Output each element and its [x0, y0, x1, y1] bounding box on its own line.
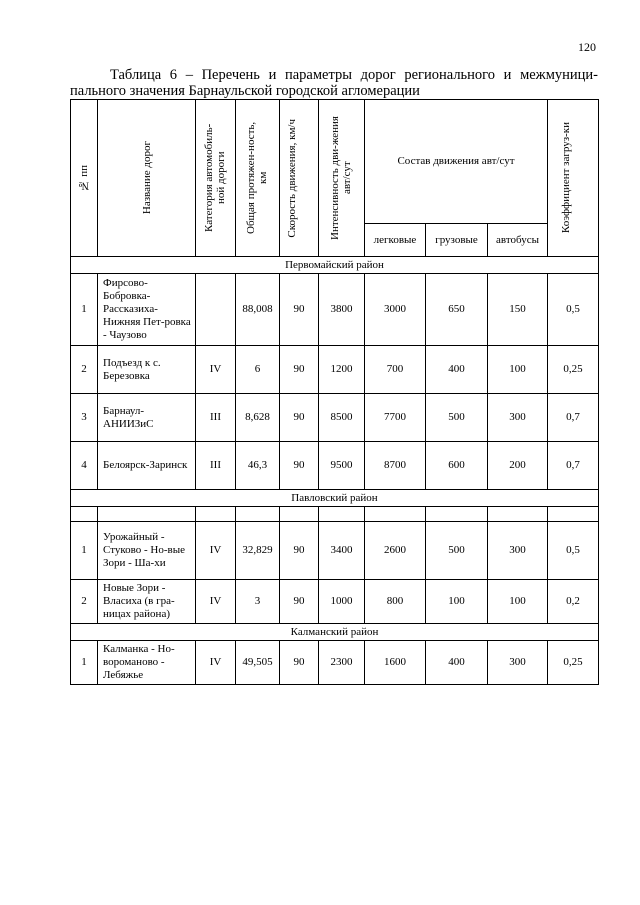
cell-length: 46,3	[236, 442, 280, 490]
cell-buses: 300	[488, 522, 548, 580]
header-buses: автобусы	[488, 224, 548, 257]
cell-length: 49,505	[236, 641, 280, 685]
cell-num: 1	[71, 274, 98, 346]
cell-speed: 90	[280, 641, 319, 685]
cell-cars: 1600	[365, 641, 426, 685]
table-row	[71, 346, 599, 394]
cell-category: IV	[196, 346, 236, 394]
cell-intensity: 9500	[319, 442, 365, 490]
table-row	[71, 274, 599, 346]
cell-category: III	[196, 394, 236, 442]
section-title: Первомайский район	[71, 257, 599, 274]
section-title: Калманский район	[71, 624, 599, 641]
cell-num: 4	[71, 442, 98, 490]
cell-cars: 8700	[365, 442, 426, 490]
table-row	[71, 580, 599, 624]
cell-intensity: 1200	[319, 346, 365, 394]
caption-line-2: пального значения Барнаульской городской агломерации	[70, 83, 420, 99]
cell-load: 0,2	[548, 580, 599, 624]
cell-trucks: 100	[426, 580, 488, 624]
cell-length: 88,008	[236, 274, 280, 346]
page-number: 120	[578, 40, 596, 54]
cell-buses: 300	[488, 641, 548, 685]
cell-speed: 90	[280, 580, 319, 624]
cell-speed: 90	[280, 346, 319, 394]
cell-trucks: 500	[426, 522, 488, 580]
header-composition: Состав движения авт/сут	[365, 100, 548, 224]
cell-name: Калманка - Но-вороманово - Лебяжье	[98, 641, 196, 685]
header-trucks: грузовые	[426, 224, 488, 257]
header-length: Общая протяжен-ность, км	[236, 100, 280, 257]
header-intensity: Интенсивность дви-жения авт/сут	[319, 100, 365, 257]
header-name: Название дорог	[98, 100, 196, 257]
table-row	[71, 641, 599, 685]
cell-length: 3	[236, 580, 280, 624]
cell-num: 3	[71, 394, 98, 442]
cell-speed: 90	[280, 522, 319, 580]
cell-buses: 150	[488, 274, 548, 346]
cell-load: 0,25	[548, 346, 599, 394]
cell-category: IV	[196, 522, 236, 580]
table-row	[71, 394, 599, 442]
cell-buses: 200	[488, 442, 548, 490]
cell-trucks: 600	[426, 442, 488, 490]
cell-num: 1	[71, 522, 98, 580]
cell-category: IV	[196, 580, 236, 624]
header-category: Категория автомобиль-ной дороги	[196, 100, 236, 257]
cell-num: 2	[71, 580, 98, 624]
cell-name: Барнаул-АНИИЗиС	[98, 394, 196, 442]
cell-cars: 800	[365, 580, 426, 624]
cell-load: 0,5	[548, 522, 599, 580]
cell-load: 0,25	[548, 641, 599, 685]
cell-length: 6	[236, 346, 280, 394]
header-load: Коэффициент загруз-ки	[548, 100, 599, 257]
section-row	[71, 490, 599, 507]
cell-load: 0,7	[548, 394, 599, 442]
cell-length: 8,628	[236, 394, 280, 442]
cell-load: 0,5	[548, 274, 599, 346]
cell-trucks: 400	[426, 641, 488, 685]
cell-name: Фирсово-Бобровка-Рассказиха-Нижняя Пет-ровка - Чаузово	[98, 274, 196, 346]
cell-name: Новые Зори - Власиха (в гра-ницах района)	[98, 580, 196, 624]
cell-buses: 100	[488, 346, 548, 394]
cell-name: Урожайный - Стуково - Но-вые Зори - Ша-хи	[98, 522, 196, 580]
section-row	[71, 257, 599, 274]
cell-cars: 700	[365, 346, 426, 394]
cell-num: 1	[71, 641, 98, 685]
cell-name: Белоярск-Заринск	[98, 442, 196, 490]
cell-length: 32,829	[236, 522, 280, 580]
caption-line-1: Таблица 6 – Перечень и параметры дорог регионального и межмуници-	[110, 67, 598, 83]
cell-speed: 90	[280, 442, 319, 490]
cell-intensity: 1000	[319, 580, 365, 624]
cell-speed: 90	[280, 394, 319, 442]
cell-trucks: 400	[426, 346, 488, 394]
cell-buses: 100	[488, 580, 548, 624]
cell-intensity: 3800	[319, 274, 365, 346]
section-title: Павловский район	[71, 490, 599, 507]
header-speed: Скорость движения, км/ч	[280, 100, 319, 257]
header-num: № пп	[71, 100, 98, 257]
cell-category	[196, 274, 236, 346]
table-caption	[70, 67, 598, 99]
cell-category: IV	[196, 641, 236, 685]
cell-speed: 90	[280, 274, 319, 346]
cell-trucks: 500	[426, 394, 488, 442]
table-row	[71, 442, 599, 490]
cell-cars: 3000	[365, 274, 426, 346]
cell-trucks: 650	[426, 274, 488, 346]
table-row	[71, 522, 599, 580]
cell-category: III	[196, 442, 236, 490]
cell-cars: 7700	[365, 394, 426, 442]
cell-intensity: 2300	[319, 641, 365, 685]
spacer-row	[71, 507, 599, 522]
cell-intensity: 8500	[319, 394, 365, 442]
cell-num: 2	[71, 346, 98, 394]
cell-buses: 300	[488, 394, 548, 442]
header-cars: легковые	[365, 224, 426, 257]
roads-table	[70, 99, 599, 685]
cell-intensity: 3400	[319, 522, 365, 580]
cell-load: 0,7	[548, 442, 599, 490]
section-row	[71, 624, 599, 641]
cell-name: Подъезд к с. Березовка	[98, 346, 196, 394]
cell-cars: 2600	[365, 522, 426, 580]
